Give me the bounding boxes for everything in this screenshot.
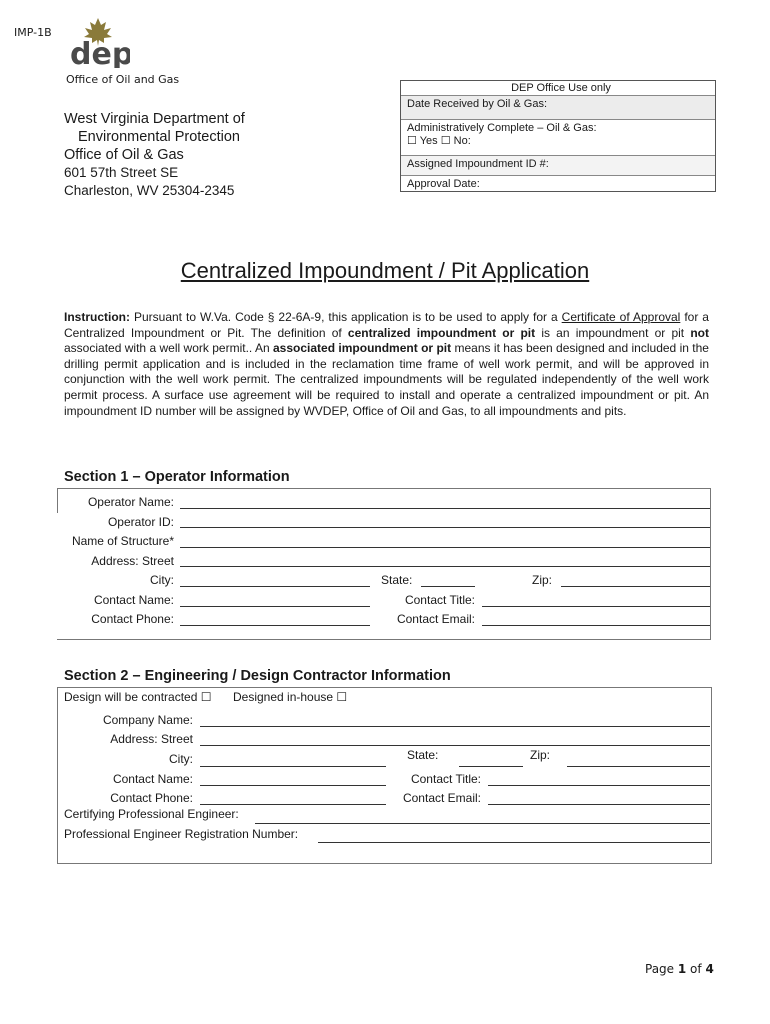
yes-no-checkboxes[interactable]: ☐ Yes ☐ No:	[407, 135, 471, 147]
office-small-label: Office of Oil and Gas	[66, 73, 180, 86]
company-name-label: Company Name:	[102, 713, 193, 727]
company-contact-name-label: Contact Name:	[112, 772, 193, 786]
company-city-field[interactable]	[200, 766, 386, 767]
instruction-text-2: for a Centralized Impoundment or Pit. The definition of	[64, 310, 709, 340]
address-line-2: Environmental Protection	[78, 129, 240, 145]
contact-name-label: Contact Name:	[93, 593, 174, 607]
certifying-pe-field[interactable]	[255, 823, 710, 824]
date-received-label: Date Received by Oil & Gas:	[407, 98, 548, 110]
svg-text:dep: dep	[70, 37, 130, 68]
section-1-title: Section 1 – Operator Information	[64, 469, 290, 485]
contact-title-field[interactable]	[482, 606, 710, 607]
address-street-field[interactable]	[180, 566, 710, 567]
design-contracted-checkbox[interactable]: Design will be contracted ☐	[64, 690, 212, 704]
certifying-pe-label: Certifying Professional Engineer:	[64, 807, 239, 821]
operator-name-label: Operator Name:	[87, 495, 174, 509]
page-current: 1	[677, 962, 687, 976]
address-street-label: Address: Street	[91, 554, 174, 568]
section-1-left-border	[57, 489, 58, 513]
operator-id-label: Operator ID:	[107, 515, 174, 529]
zip-label: Zip:	[532, 573, 553, 587]
pe-registration-field[interactable]	[318, 842, 710, 843]
company-contact-name-field[interactable]	[200, 785, 386, 786]
company-contact-email-field[interactable]	[488, 804, 710, 805]
section-2-title: Section 2 – Engineering / Design Contractor Information	[64, 668, 451, 684]
contact-title-label: Contact Title:	[404, 593, 475, 607]
company-contact-title-field[interactable]	[488, 785, 710, 786]
page-label: Page	[645, 962, 678, 976]
page-of: of	[686, 962, 706, 976]
agency-address	[64, 110, 245, 200]
contact-name-field[interactable]	[180, 606, 370, 607]
instruction-text-1: Pursuant to W.Va. Code § 22-6A-9, this application is to be used to apply for a	[130, 310, 562, 324]
contact-phone-label: Contact Phone:	[91, 612, 174, 626]
company-address-label: Address: Street	[110, 732, 193, 746]
office-use-header: DEP Office Use only	[511, 82, 611, 94]
company-zip-field[interactable]	[567, 766, 710, 767]
company-state-label: State:	[407, 748, 439, 762]
page-title: Centralized Impoundment / Pit Application	[180, 258, 590, 283]
pe-registration-label: Professional Engineer Registration Number:	[64, 827, 299, 841]
instruction-bold-1: centralized impoundment or pit	[347, 325, 536, 340]
company-contact-phone-label: Contact Phone:	[110, 791, 193, 805]
contact-email-label: Contact Email:	[396, 612, 475, 626]
address-line-1: West Virginia Department of	[64, 111, 245, 127]
approval-date-label: Approval Date:	[407, 178, 480, 190]
form-id: IMP-1B	[14, 26, 52, 39]
city-field[interactable]	[180, 586, 370, 587]
company-contact-title-label: Contact Title:	[410, 772, 481, 786]
instruction-bold-2: not	[690, 325, 709, 340]
company-city-label: City:	[169, 752, 193, 766]
instruction-bold-3: associated impoundment or pit	[273, 341, 452, 356]
city-label: City:	[150, 573, 174, 587]
page-number	[645, 962, 714, 976]
page-total: 4	[705, 962, 714, 976]
designed-inhouse-checkbox[interactable]: Designed in-house ☐	[233, 690, 348, 704]
date-received-field[interactable]	[401, 95, 715, 119]
admin-complete-label: Administratively Complete – Oil & Gas:	[407, 122, 597, 134]
impoundment-id-label: Assigned Impoundment ID #:	[407, 158, 549, 170]
operator-id-field[interactable]	[180, 527, 710, 528]
operator-name-field[interactable]	[180, 508, 710, 509]
instruction-text-5: means it has been designed and included in the drilling permit application and is included in the reclamation time frame of well work permit, and will be approved in conjunction with the well work permit. The centralized impoundments will be regulated independently of the well work permit process. A surface use agreement will be required to install and operate a centralized impoundment or pit. An impoundment ID number will be assigned by WVDEP, Office of Oil and Gas, to all impoundments and pits.	[64, 341, 709, 418]
certificate-of-approval: Certificate of Approval	[561, 310, 681, 324]
company-contact-email-label: Contact Email:	[402, 791, 481, 805]
company-address-field[interactable]	[200, 745, 710, 746]
dep-logo	[68, 16, 130, 68]
impoundment-id-field[interactable]	[401, 155, 715, 175]
admin-complete-field[interactable]	[401, 119, 715, 155]
approval-date-field[interactable]	[401, 175, 715, 191]
structure-name-field[interactable]	[180, 547, 710, 548]
state-label: State:	[381, 573, 413, 587]
company-zip-label: Zip:	[530, 748, 551, 762]
company-state-field[interactable]	[459, 766, 523, 767]
address-line-5: Charleston, WV 25304-2345	[64, 183, 235, 198]
address-line-3: Office of Oil & Gas	[64, 147, 184, 163]
state-field[interactable]	[421, 586, 475, 587]
instruction-paragraph	[64, 310, 709, 419]
company-name-field[interactable]	[200, 726, 710, 727]
zip-field[interactable]	[561, 586, 710, 587]
contact-email-field[interactable]	[482, 625, 710, 626]
address-line-4: 601 57th Street SE	[64, 165, 179, 180]
instruction-text-4: associated with a well work permit.. An	[64, 341, 273, 356]
instruction-label: Instruction:	[64, 310, 130, 324]
instruction-text-3: is an impoundment or pit	[535, 325, 691, 340]
company-contact-phone-field[interactable]	[200, 804, 386, 805]
structure-name-label: Name of Structure*	[71, 534, 174, 548]
office-use-box	[400, 80, 716, 192]
contact-phone-field[interactable]	[180, 625, 370, 626]
